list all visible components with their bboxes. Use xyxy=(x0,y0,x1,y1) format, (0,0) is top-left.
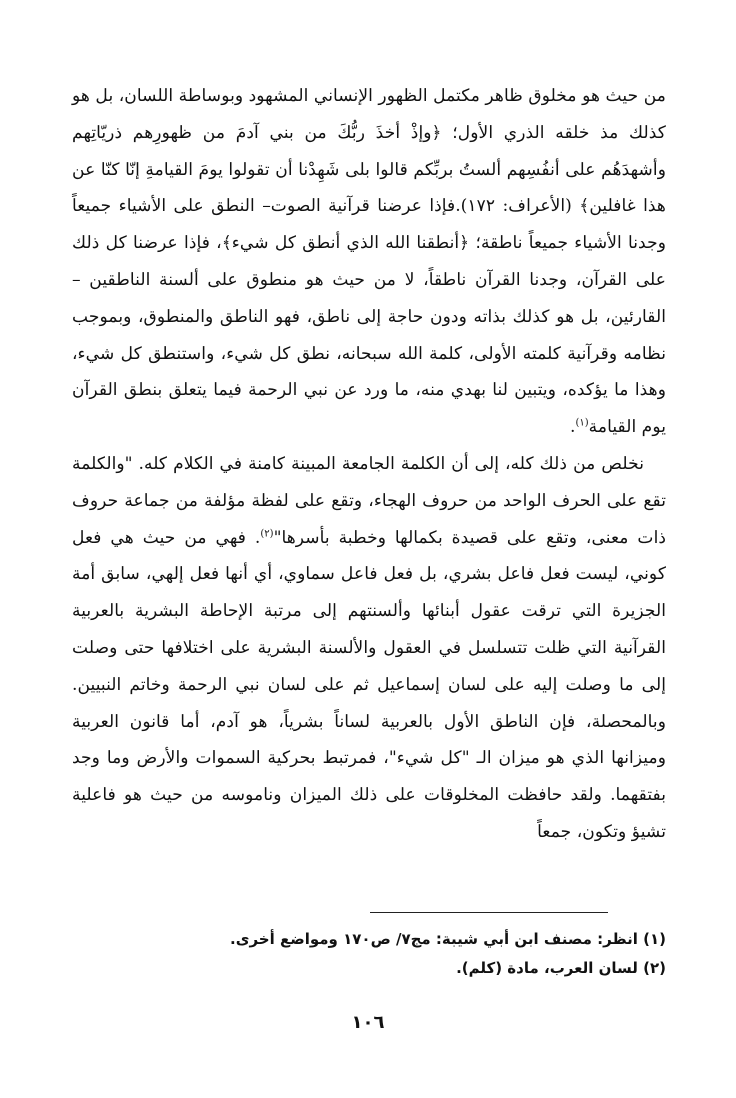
paragraph-1 xyxy=(72,78,666,446)
footnote-1: (١) انظر: مصنف ابن أبي شيبة: مج٧/ ص١٧٠ ومواضع أخرى. xyxy=(230,930,666,948)
footnote-divider xyxy=(370,912,608,913)
footnote-ref-2: (٢) xyxy=(260,527,274,539)
footnote-ref-1: (١) xyxy=(575,417,589,429)
paragraph-2-text: نخلص من ذلك كله، إلى أن الكلمة الجامعة المبينة كامنة في الكلام كله. "والكلمة تقع على الحرف الواحد من حروف الهجاء، وتقع على لفظة مؤلفة من جماعة حروف ذات معنى، وتقع على قصيدة بكمالها وخطبة بأسرها" xyxy=(72,453,667,548)
main-text xyxy=(72,78,666,851)
footnotes xyxy=(72,925,666,983)
paragraph-1-text: من حيث هو مخلوق ظاهر مكتمل الظهور الإنساني المشهود وبوساطة اللسان، بل هو كذلك مذ خلقه الذري الأول؛ ﴿وإذْ أخذَ ربُّكَ من بني آدمَ من ظهورِهم ذريّاتِهم وأشهدَهُم على أنفُسِهم ألستُ بربِّكم قالوا بلى شَهِدْنا أن تقولوا يومَ القيامةِ إنّا كنّا عن هذا غافلين﴾ (الأعراف: ١٧٢).فإذا عرضنا قرآنية الصوت– النطق على الأشياء جميعاً وجدنا الأشياء جميعاً ناطقة؛ ﴿أنطقنا الله الذي أنطق كل شيء﴾، فإذا عرضنا كل ذلك على القرآن، وجدنا القرآن ناطقاً، لا من حيث هو منطوق على ألسنة الناطقين – القارئين، بل هو كذلك بذاته ودون حاجة إلى ناطق، فهو الناطق والمنطوق، وبموجب نظامه وقرآنية كلمته الأولى، كلمة الله سبحانه، نطق كل شيء، واستنطق كل شيء، وهذا ما يؤكده، ويتبين لنا بهدي منه، ما ورد عن نبي الرحمة فيما يتعلق بنطق القرآن يوم القيامة xyxy=(72,86,666,438)
paragraph-2 xyxy=(72,446,666,851)
paragraph-2-continuation: . فهي من حيث هي فعل كوني، ليست فعل فاعل بشري، بل فعل فاعل سماوي، أي أنها فعل إلهي، سابق أمة الجزيرة التي ترقت عقول أبنائها وألسنتهم إلى مرتبة الإحاطة البشرية بالعربية القرآنية التي ظلت تتسلسل في العقول والألسنة البشرية على اختلافها حتى وصلت إلى ما وصلت إليه على لسان إسماعيل ثم على لسان نبي الرحمة وخاتم النبيين. وبالمحصلة، فإن الناطق الأول بالعربية لساناً بشرياً، هو آدم، أما قانون العربية وميزانها الذي هو ميزان الـ "كل شيء"، فمرتبط بحركية السموات والأرض وما وجد بفتقهما. ولقد حافظت المخلوقات على ذلك الميزان وناموسه من حيث هو فاعلية تشيؤ وتكون، جمعاً xyxy=(72,527,666,842)
footnote-2: (٢) لسان العرب، مادة (كلم). xyxy=(456,959,666,977)
paragraph-1-end: . xyxy=(570,417,576,438)
page-number: ١٠٦ xyxy=(351,1012,385,1033)
